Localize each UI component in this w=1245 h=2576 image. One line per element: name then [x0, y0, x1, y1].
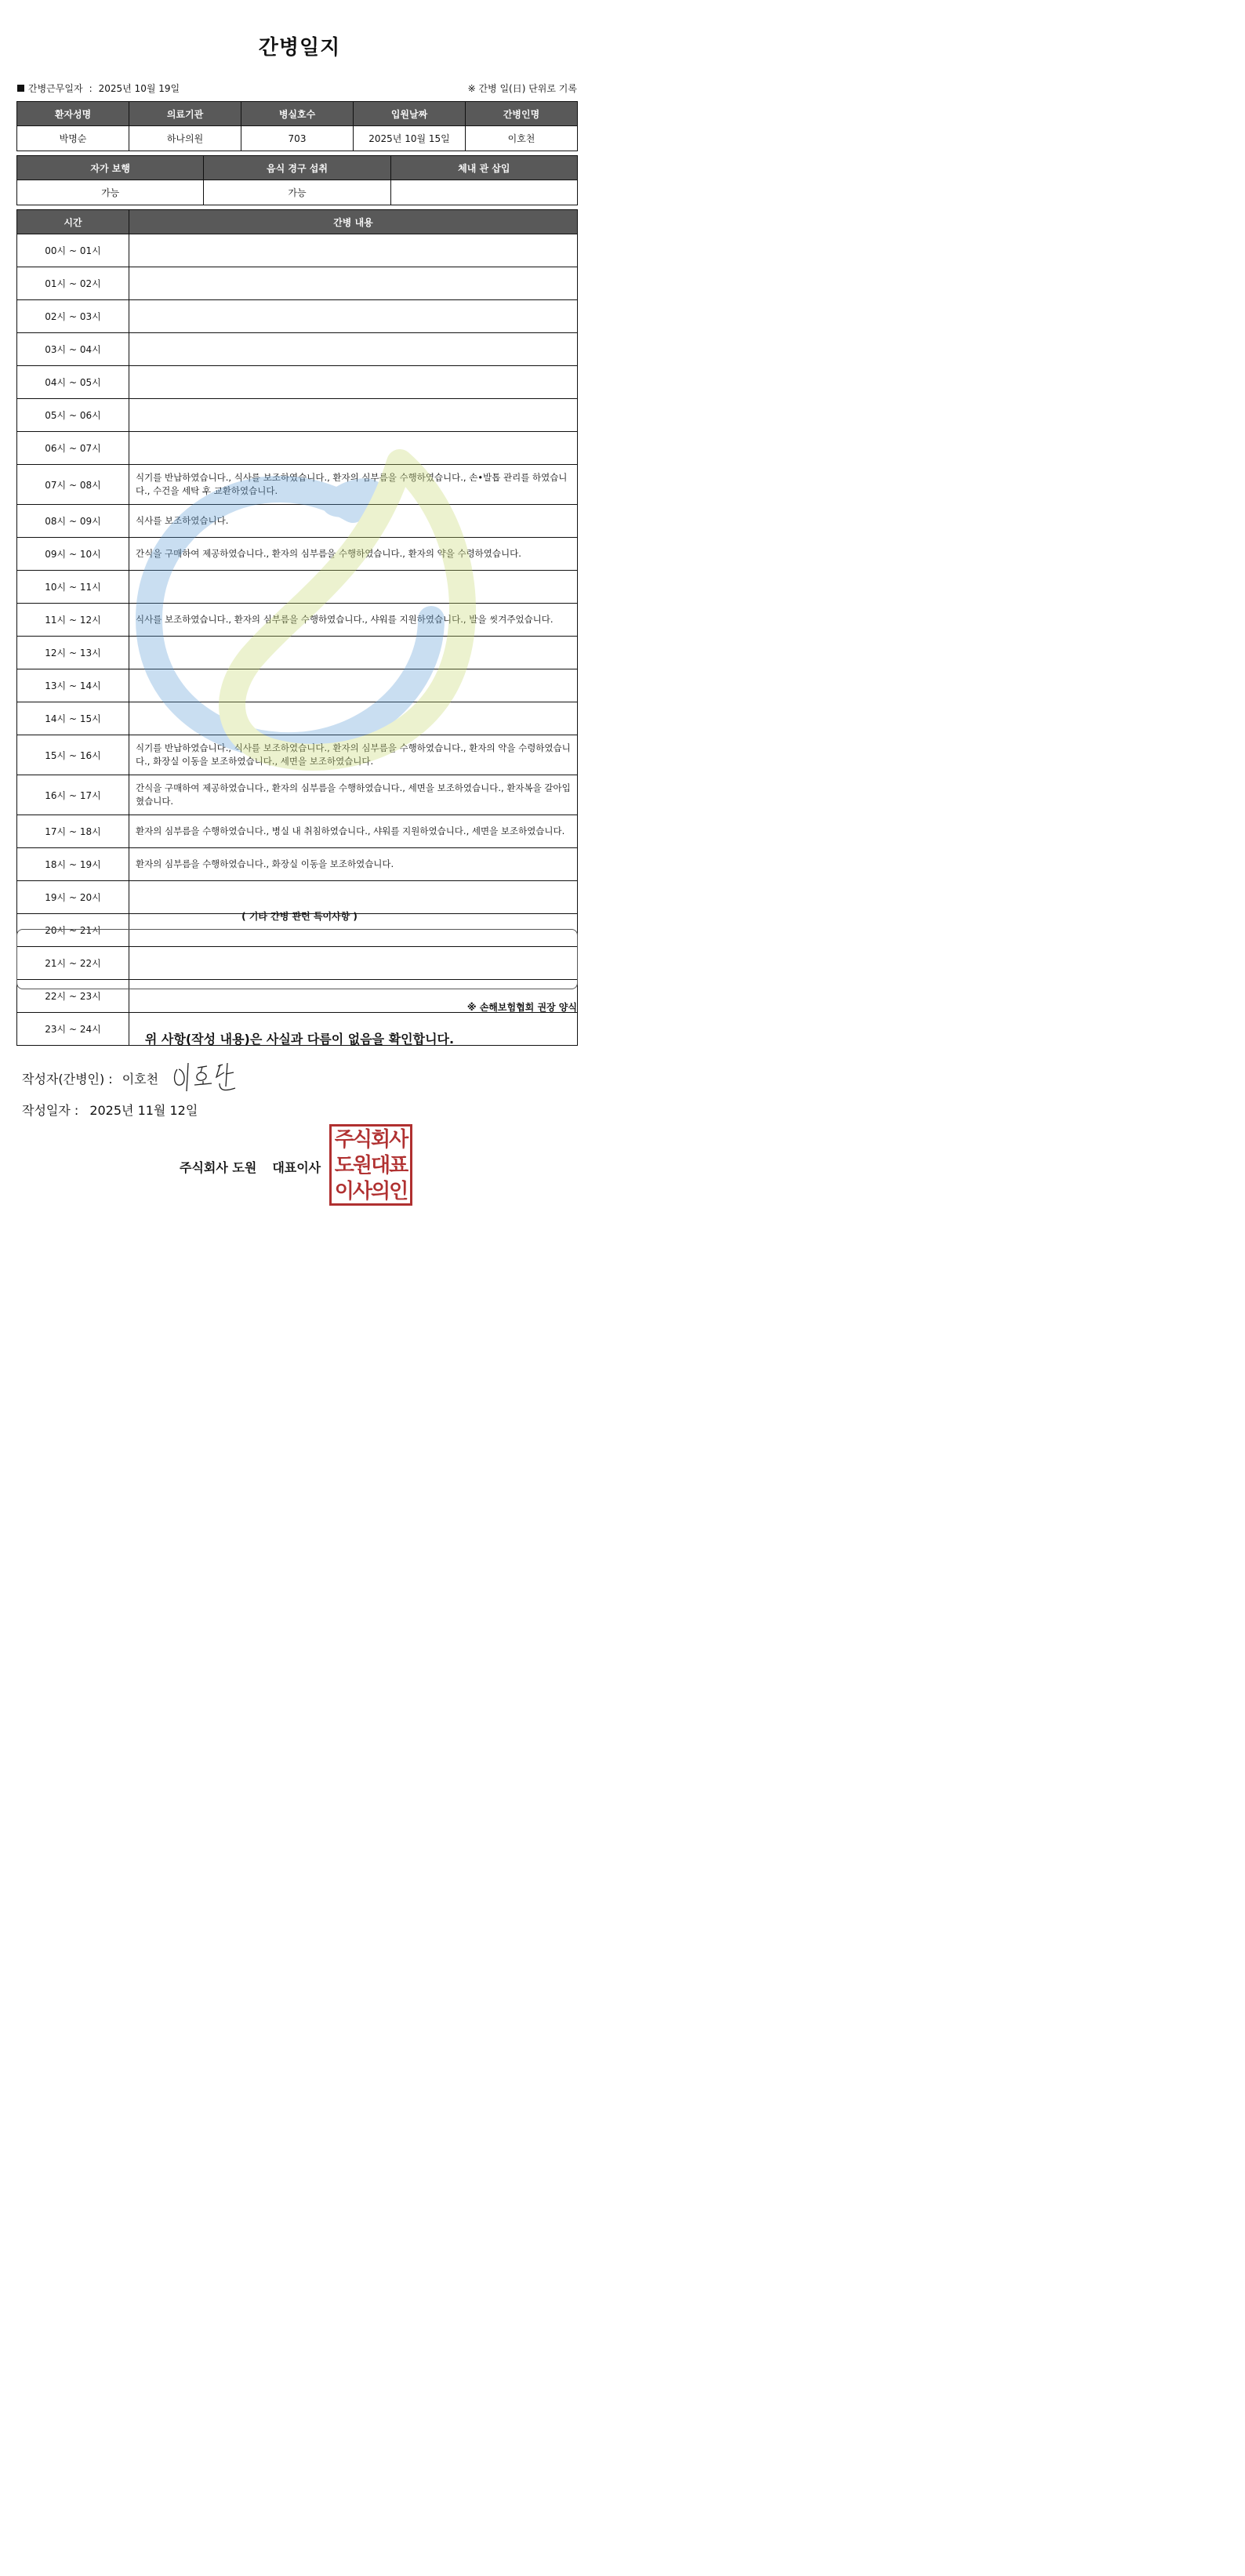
care-log-row	[17, 604, 578, 637]
self-walking-value: 가능	[17, 180, 204, 205]
work-date-colon: :	[89, 83, 93, 94]
care-content-cell	[129, 669, 578, 702]
care-log-row	[17, 505, 578, 538]
patient-name-value: 박명순	[17, 126, 129, 151]
time-slot-cell: 03시 ~ 04시	[17, 333, 129, 366]
care-content-cell	[129, 366, 578, 399]
time-slot-cell: 00시 ~ 01시	[17, 234, 129, 267]
writer-line	[22, 1069, 158, 1087]
time-header: 시간	[17, 210, 129, 234]
oral-intake-value: 가능	[204, 180, 390, 205]
care-content-cell	[129, 234, 578, 267]
hospital-header: 의료기관	[129, 102, 241, 126]
handwritten-signature	[171, 1060, 249, 1098]
company-seal-stamp	[329, 1124, 412, 1206]
oral-intake-header: 음식 경구 섭취	[204, 156, 390, 180]
self-walking-header: 자가 보행	[17, 156, 204, 180]
care-log-row	[17, 735, 578, 775]
time-slot-cell: 04시 ~ 05시	[17, 366, 129, 399]
care-content-cell	[129, 267, 578, 300]
patient-status-table	[16, 155, 578, 205]
care-content-cell: 식사를 보조하였습니다., 환자의 심부름을 수행하였습니다., 샤워를 지원하였습니다., 발을 씻겨주었습니다.	[129, 604, 578, 637]
care-content-cell	[129, 399, 578, 432]
care-log-row	[17, 366, 578, 399]
caregiver-name-header: 간병인명	[466, 102, 578, 126]
time-slot-cell: 05시 ~ 06시	[17, 399, 129, 432]
patient-info-header-row	[17, 102, 578, 126]
unit-note: ※ 간병 일(日) 단위로 기록	[467, 83, 577, 94]
patient-info-table	[16, 101, 578, 151]
time-slot-cell: 11시 ~ 12시	[17, 604, 129, 637]
time-slot-cell: 23시 ~ 24시	[17, 1013, 129, 1046]
care-log-row	[17, 702, 578, 735]
work-date-line	[17, 82, 180, 95]
admission-date-value: 2025년 10월 15일	[354, 126, 466, 151]
care-log-row	[17, 848, 578, 881]
patient-status-value-row	[17, 180, 578, 205]
time-slot-cell: 17시 ~ 18시	[17, 815, 129, 848]
notes-title: ( 기타 간병 관련 특이사항 )	[241, 911, 358, 922]
care-content-cell: 간식을 구매하여 제공하였습니다., 환자의 심부름을 수행하였습니다., 세면을 보조하였습니다., 환자복을 갈아입혔습니다.	[129, 775, 578, 815]
care-content-cell: 간식을 구매하여 제공하였습니다., 환자의 심부름을 수행하였습니다., 환자의 약을 수령하였습니다.	[129, 538, 578, 571]
time-slot-cell: 09시 ~ 10시	[17, 538, 129, 571]
time-slot-cell: 07시 ~ 08시	[17, 465, 129, 505]
care-content-cell: 식기를 반납하였습니다., 식사를 보조하였습니다., 환자의 심부름을 수행하였습니다., 환자의 약을 수령하였습니다., 화장실 이동을 보조하였습니다., 세면을 보조하였습니다.	[129, 735, 578, 775]
care-log-row	[17, 637, 578, 669]
time-slot-cell: 15시 ~ 16시	[17, 735, 129, 775]
care-log-header-row	[17, 210, 578, 234]
time-slot-cell: 13시 ~ 14시	[17, 669, 129, 702]
room-number-value: 703	[241, 126, 354, 151]
seal-line: 주식회사	[334, 1128, 408, 1152]
square-bullet-icon	[17, 85, 24, 92]
seal-line: 도원대표	[334, 1154, 408, 1177]
admission-date-header: 입원날짜	[354, 102, 466, 126]
care-log-row	[17, 267, 578, 300]
time-slot-cell: 18시 ~ 19시	[17, 848, 129, 881]
work-date-value: 2025년 10월 19일	[98, 83, 180, 94]
confirmation-statement: 위 사항(작성 내용)은 사실과 다름이 없음을 확인합니다.	[144, 1032, 455, 1047]
patient-status-header-row	[17, 156, 578, 180]
patient-name-header: 환자성명	[17, 102, 129, 126]
time-slot-cell: 10시 ~ 11시	[17, 571, 129, 604]
care-log-row	[17, 432, 578, 465]
care-content-cell	[129, 333, 578, 366]
time-slot-cell: 12시 ~ 13시	[17, 637, 129, 669]
time-slot-cell: 06시 ~ 07시	[17, 432, 129, 465]
time-slot-cell: 02시 ~ 03시	[17, 300, 129, 333]
company-name: 주식회사 도원	[180, 1160, 257, 1175]
care-content-cell	[129, 432, 578, 465]
tube-insertion-header: 체내 관 삽입	[390, 156, 577, 180]
representative-title: 대표이사	[272, 1160, 321, 1175]
care-content-cell	[129, 637, 578, 669]
care-log-row	[17, 300, 578, 333]
tube-insertion-value	[390, 180, 577, 205]
care-content-cell	[129, 571, 578, 604]
care-log-row	[17, 775, 578, 815]
write-date-value: 2025년 11월 12일	[89, 1103, 198, 1118]
care-log-row	[17, 465, 578, 505]
work-date-label: 간병근무일자	[28, 83, 83, 94]
patient-info-value-row	[17, 126, 578, 151]
care-log-row	[17, 815, 578, 848]
care-log-row	[17, 538, 578, 571]
document-title: 간병일지	[258, 36, 341, 60]
care-content-cell	[129, 702, 578, 735]
company-line	[180, 1158, 321, 1176]
insurance-association-note: ※ 손해보험협회 권장 양식	[466, 1002, 577, 1013]
time-slot-cell: 08시 ~ 09시	[17, 505, 129, 538]
time-slot-cell: 14시 ~ 15시	[17, 702, 129, 735]
caregiver-name-value: 이호천	[466, 126, 578, 151]
hospital-value: 하나의원	[129, 126, 241, 151]
care-log-row	[17, 571, 578, 604]
care-content-cell	[129, 300, 578, 333]
time-slot-cell: 20시 ~ 21시	[17, 914, 129, 947]
room-number-header: 병실호수	[241, 102, 354, 126]
care-content-cell: 환자의 심부름을 수행하였습니다., 화장실 이동을 보조하였습니다.	[129, 848, 578, 881]
care-log-row	[17, 669, 578, 702]
care-log-row	[17, 234, 578, 267]
care-log-body	[17, 234, 578, 1046]
care-content-cell: 식기를 반납하였습니다., 식사를 보조하였습니다., 환자의 심부름을 수행하였습니다., 손•발톱 관리를 하였습니다., 수건을 세탁 후 교환하였습니다.	[129, 465, 578, 505]
care-content-cell: 환자의 심부름을 수행하였습니다., 병실 내 취침하였습니다., 샤워를 지원하였습니다., 세면을 보조하였습니다.	[129, 815, 578, 848]
time-slot-cell: 01시 ~ 02시	[17, 267, 129, 300]
writer-label: 작성자(간병인) :	[22, 1072, 113, 1087]
time-slot-cell: 22시 ~ 23시	[17, 980, 129, 1013]
special-notes-box	[16, 929, 578, 989]
time-slot-cell: 19시 ~ 20시	[17, 881, 129, 914]
seal-line: 이사의인	[334, 1180, 408, 1203]
time-slot-cell: 21시 ~ 22시	[17, 947, 129, 980]
write-date-label: 작성일자 :	[22, 1103, 79, 1118]
writer-name: 이호천	[122, 1072, 159, 1087]
care-content-header: 간병 내용	[129, 210, 578, 234]
care-log-row	[17, 399, 578, 432]
care-content-cell: 식사를 보조하였습니다.	[129, 505, 578, 538]
time-slot-cell: 16시 ~ 17시	[17, 775, 129, 815]
care-log-row	[17, 333, 578, 366]
write-date-line	[22, 1101, 198, 1119]
